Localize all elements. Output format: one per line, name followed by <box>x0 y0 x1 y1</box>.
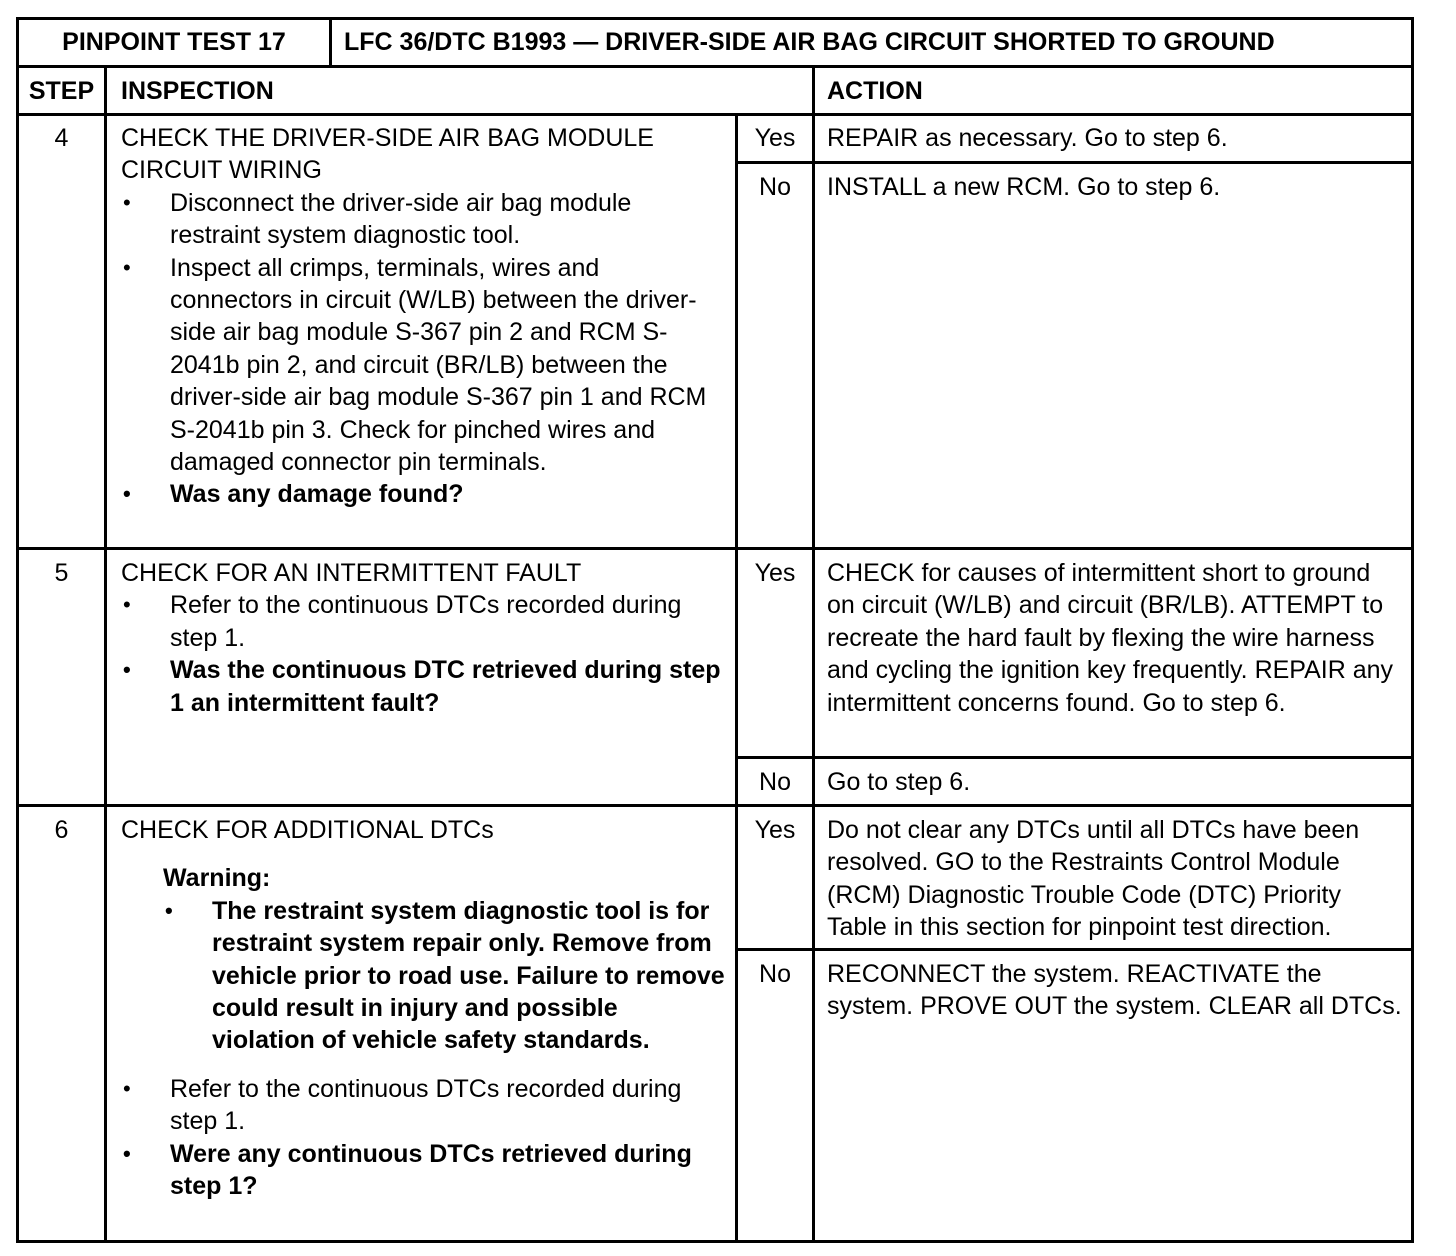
yes-action: Do not clear any DTCs until all DTCs have been resolved. GO to the Restraints Control Module (RCM) Diagnostic Trouble Code (DTC) Priority Table in this section for pinpoint test direction. <box>827 816 1360 942</box>
inspection-bullet: • Inspect all crimps, terminals, wires and connectors in circuit (W/LB) between the driver-side air bag module S-367 pin 2 and RCM S-2041b pin 2, and circuit (BR/LB) between the driver-side air bag module S-367 pin 1 and RCM S-2041b pin 3. Check for pinched wires and damaged connector pin terminals. <box>121 252 721 479</box>
step-number: 5 <box>54 559 69 587</box>
yes-label: Yes <box>754 559 796 587</box>
no-label: No <box>759 173 791 201</box>
step-number: 4 <box>54 124 69 152</box>
inspection-bullet: • Refer to the continuous DTCs recorded during step 1. <box>121 589 721 654</box>
step-inspection <box>121 814 726 1202</box>
rule-header <box>19 65 1411 68</box>
rule-header-divider <box>329 20 332 65</box>
yes-label: Yes <box>754 816 796 844</box>
rule-step4-end <box>19 547 1411 550</box>
test-title: LFC 36/DTC B1993 — DRIVER-SIDE AIR BAG CIRCUIT SHORTED TO GROUND <box>344 28 1275 56</box>
inspection-question: • Were any continuous DTCs retrieved during step 1? <box>121 1138 726 1203</box>
rule-step5-yesno <box>736 756 1411 759</box>
step-inspection <box>121 557 721 719</box>
rule-yesno-col <box>735 113 738 1240</box>
step-title: CHECK FOR AN INTERMITTENT FAULT <box>121 559 582 587</box>
no-action: INSTALL a new RCM. Go to step 6. <box>827 173 1221 201</box>
yes-label: Yes <box>754 124 796 152</box>
warning-block <box>121 862 726 1056</box>
no-action: RECONNECT the system. REACTIVATE the system. PROVE OUT the system. CLEAR all DTCs. <box>827 960 1402 1021</box>
warning-text: • The restraint system diagnostic tool is for restraint system repair only. Remove from vehicle prior to road use. Failure to remove could result in injury and possible violation of vehicle safety standards. <box>163 895 726 1057</box>
inspection-question: • Was any damage found? <box>121 478 721 510</box>
rule-step4-yesno <box>736 161 1411 164</box>
yes-action: CHECK for causes of intermittent short to ground on circuit (W/LB) and circuit (BR/LB). ATTEMPT to recreate the hard fault by flexing the wire harness and cycling the ignition key frequently. REPAIR any intermittent concerns found. Go to step 6. <box>827 559 1394 717</box>
inspection-question: • Was the continuous DTC retrieved during step 1 an intermittent fault? <box>121 654 721 719</box>
column-inspection: INSPECTION <box>121 77 274 105</box>
no-label: No <box>759 768 791 796</box>
rule-action-col <box>812 65 815 1240</box>
column-action: ACTION <box>827 77 923 105</box>
inspection-bullet: • Disconnect the driver-side air bag module restraint system diagnostic tool. <box>121 187 721 252</box>
inspection-bullet: • Refer to the continuous DTCs recorded during step 1. <box>121 1073 726 1138</box>
pinpoint-test-table <box>16 17 1414 1243</box>
step-number: 6 <box>54 816 69 844</box>
step-inspection <box>121 122 721 511</box>
rule-step-col <box>104 65 107 1240</box>
rule-columns <box>19 113 1411 116</box>
step-title: CIRCUIT WIRING <box>121 156 322 185</box>
no-label: No <box>759 960 791 988</box>
rule-step5-end <box>19 804 1411 807</box>
warning-label: Warning: <box>163 864 271 893</box>
step-title: CHECK FOR ADDITIONAL DTCs <box>121 816 494 844</box>
column-step: STEP <box>28 77 95 105</box>
test-label: PINPOINT TEST 17 <box>62 28 286 56</box>
yes-action: REPAIR as necessary. Go to step 6. <box>827 124 1228 152</box>
step-title: CHECK THE DRIVER-SIDE AIR BAG MODULE <box>121 124 654 152</box>
no-action: Go to step 6. <box>827 768 971 796</box>
rule-step6-yesno <box>736 948 1411 951</box>
